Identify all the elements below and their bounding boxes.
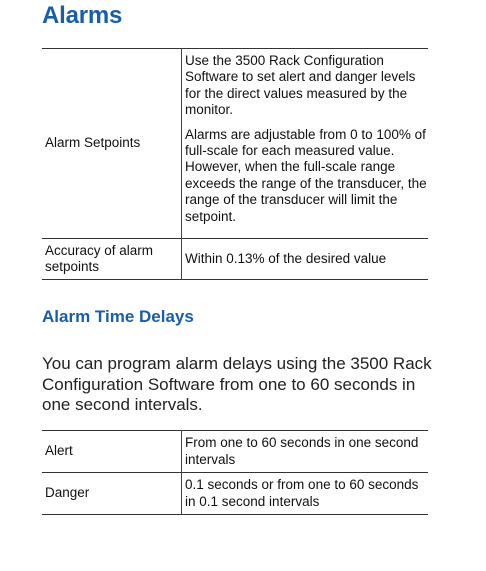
row-value: 0.1 seconds or from one to 60 seconds in 0.1 second intervals [185, 477, 419, 509]
intro-paragraph: You can program alarm delays using the 3500 Rack Configuration Software from one to 60 seconds in one second intervals. [42, 354, 432, 414]
alarms-table [42, 48, 428, 280]
row-label: Alarm Setpoints [42, 49, 182, 239]
table-row [42, 239, 428, 280]
row-value: Within 0.13% of the desired value [185, 250, 387, 266]
setpoints-paragraph-2: Alarms are adjustable from 0 to 100% of full-scale for each measured value. However, when the full-scale range exceeds the range of the transducer, the range of the transducer will limit the setpoint. [185, 126, 427, 224]
section-title-alarms: Alarms [42, 2, 123, 29]
row-label: Accuracy of alarm setpoints [42, 239, 182, 280]
row-value: From one to 60 seconds in one second intervals [185, 435, 419, 467]
table-row [42, 431, 428, 473]
row-label: Danger [42, 473, 182, 515]
alarm-delays-table [42, 430, 428, 515]
table-row [42, 49, 428, 239]
row-value [182, 49, 429, 239]
row-label: Alert [42, 431, 182, 473]
table-row [42, 473, 428, 515]
section-title-alarm-time-delays: Alarm Time Delays [42, 307, 194, 326]
setpoints-paragraph-1: Use the 3500 Rack Configuration Software to set alert and danger levels for the direct values measured by the monitor. [185, 53, 416, 118]
